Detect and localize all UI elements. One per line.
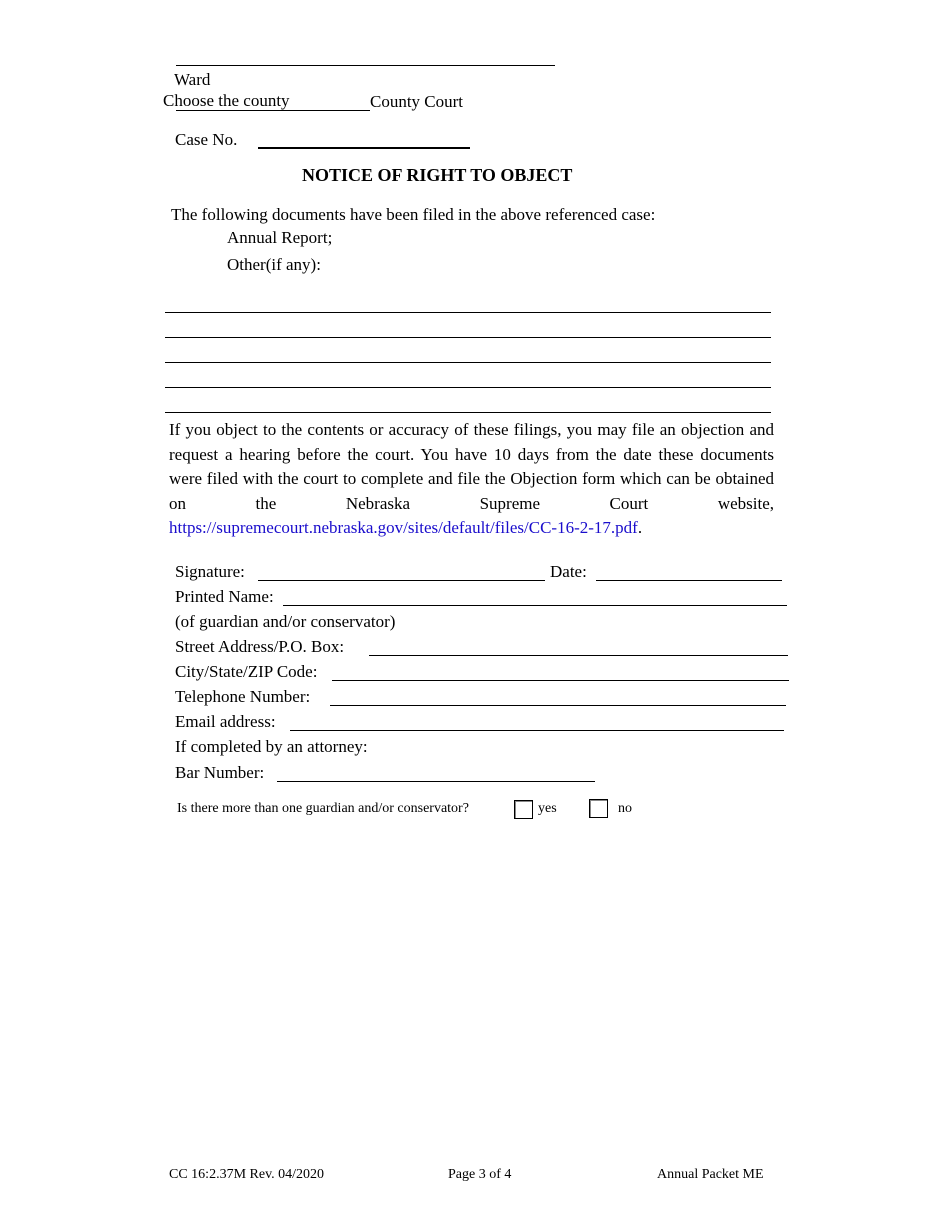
- city-label: City/State/ZIP Code:: [175, 662, 318, 681]
- case-no-label: Case No.: [175, 130, 238, 149]
- other-line-5[interactable]: [165, 412, 771, 413]
- signature-field[interactable]: [258, 580, 545, 581]
- email-field[interactable]: [290, 730, 784, 731]
- yes-label: yes: [538, 801, 557, 816]
- email-row: [175, 712, 276, 732]
- objection-form-link[interactable]: https://supremecourt.nebraska.gov/sites/default/files/CC-16-2-17.pdf: [169, 518, 638, 538]
- footer-packet-name: Annual Packet ME: [657, 1167, 764, 1182]
- date-field[interactable]: [596, 580, 782, 581]
- telephone-field[interactable]: [330, 705, 786, 706]
- multi-guardian-question: Is there more than one guardian and/or conservator?: [177, 801, 469, 816]
- ward-label: Ward: [174, 70, 211, 89]
- printed-name-field[interactable]: [283, 605, 787, 606]
- county-select[interactable]: [163, 91, 370, 111]
- objection-text-end: .: [637, 518, 643, 538]
- printed-name-row: [175, 587, 274, 607]
- city-field[interactable]: [332, 680, 789, 681]
- objection-paragraph: [169, 418, 774, 541]
- city-row: [175, 662, 317, 682]
- date-label: Date:: [550, 562, 587, 581]
- case-no-field[interactable]: [258, 147, 470, 149]
- signature-label: Signature:: [175, 562, 245, 581]
- printed-name-note: (of guardian and/or conservator): [175, 612, 396, 631]
- no-label: no: [618, 801, 632, 816]
- county-select-underline: [176, 110, 370, 111]
- attorney-note: If completed by an attorney:: [175, 737, 368, 756]
- email-label: Email address:: [175, 712, 276, 731]
- bar-number-row: [175, 763, 264, 783]
- bar-number-field[interactable]: [277, 781, 595, 782]
- county-court-label: County Court: [370, 92, 464, 111]
- intro-item-annual-report: Annual Report;: [227, 228, 333, 247]
- other-line-1[interactable]: [165, 312, 771, 313]
- other-line-3[interactable]: [165, 362, 771, 363]
- street-label: Street Address/P.O. Box:: [175, 637, 345, 656]
- no-checkbox[interactable]: [589, 799, 608, 818]
- other-line-4[interactable]: [165, 387, 771, 388]
- yes-checkbox[interactable]: [514, 800, 533, 819]
- footer-page-number: Page 3 of 4: [448, 1167, 512, 1182]
- telephone-label: Telephone Number:: [175, 687, 311, 706]
- bar-number-label: Bar Number:: [175, 763, 265, 782]
- telephone-row: [175, 687, 310, 707]
- objection-text: If you object to the contents or accuracy of these filings, you may file an objection and request a hearing before the court. You have 10 days from the date these documents were filed with the court to complete and file the Objection form which can be obtained on the Nebraska Supreme Court website,: [169, 420, 774, 513]
- intro-item-other: Other(if any):: [227, 255, 321, 274]
- street-row: [175, 637, 344, 657]
- street-field[interactable]: [369, 655, 788, 656]
- page-title: NOTICE OF RIGHT TO OBJECT: [302, 165, 573, 185]
- printed-name-label: Printed Name:: [175, 587, 274, 606]
- footer-form-code: CC 16:2.37M Rev. 04/2020: [169, 1167, 325, 1182]
- ward-field[interactable]: [176, 65, 555, 66]
- county-select-value: Choose the county: [163, 91, 290, 110]
- date-row: [550, 562, 587, 582]
- signature-row: [175, 562, 245, 582]
- other-line-2[interactable]: [165, 337, 771, 338]
- intro-lead: The following documents have been filed in the above referenced case:: [171, 205, 656, 224]
